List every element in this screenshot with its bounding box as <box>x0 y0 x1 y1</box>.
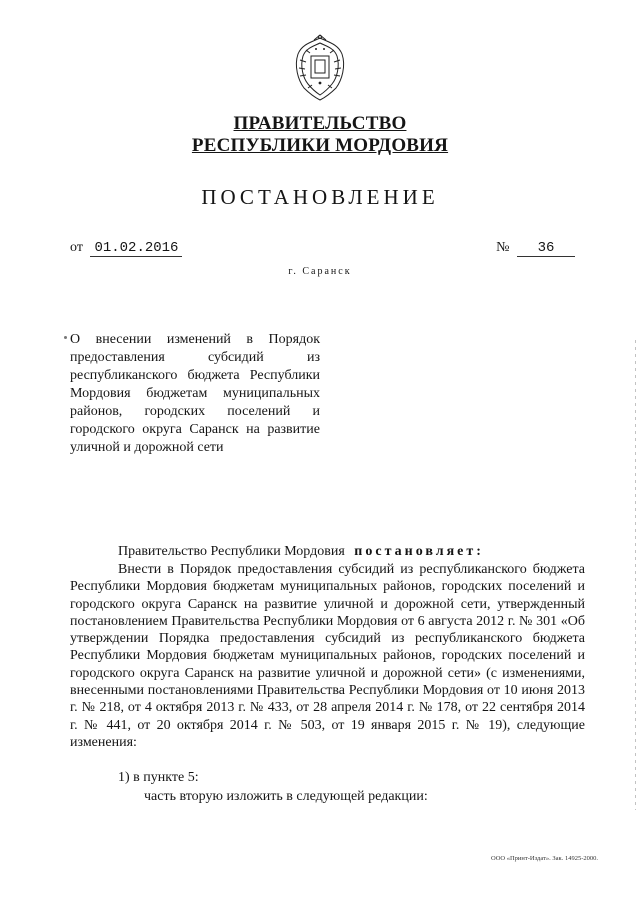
list-item-1: 1) в пункте 5: <box>118 770 199 785</box>
org-title-line1: ПРАВИТЕЛЬСТВО <box>233 113 407 134</box>
document-number <box>496 240 575 257</box>
date-label: от <box>70 240 83 255</box>
org-title-line2: РЕСПУБЛИКИ МОРДОВИЯ <box>191 135 449 156</box>
document-subject: О внесении изменений в Порядок предоставления субсидий из республиканского бюджета Республики Мордовия бюджетам муниципальных районов, городских поселений и городского округа Саранск на развитие уличной и дорожной сети <box>70 332 320 455</box>
list-item-1-sub: часть вторую изложить в следующей редакции: <box>144 789 428 804</box>
preamble-text: Правительство Республики Мордовия <box>118 544 345 559</box>
decree-word: постановляет: <box>354 544 484 559</box>
scan-edge-artifact <box>635 340 636 810</box>
number-value: 36 <box>517 240 575 257</box>
date-number-row <box>70 240 575 257</box>
preamble <box>118 544 484 560</box>
printer-footer: ООО «Принт-Издат». Зак. 14925-2000. <box>491 855 598 862</box>
coat-of-arms-emblem-icon <box>290 34 350 102</box>
date-value: 01.02.2016 <box>90 240 182 257</box>
margin-mark <box>64 336 67 339</box>
number-label: № <box>496 240 510 255</box>
document-type-heading: ПОСТАНОВЛЕНИЕ <box>201 185 439 209</box>
city-label: г. Саранск <box>288 266 352 277</box>
main-paragraph: Внести в Порядок предоставления субсидий из республиканского бюджета Республики Мордовия бюджетам муниципальных районов, городских поселений и городского округа Саранск на развитие уличной и дорожной сети, утвержденный постановлением Правительства Республики Мордовия от 6 августа 2012 г. № 301 «Об утверждении Порядка предоставления субсидий из республиканского бюджета Республики Мордовия бюджетам муниципальных районов, городских поселений и городского округа Саранск на развитие уличной и дорожной сети» (с изменениями, внесенными постановлениями Правительства Республики Мордовия от 10 июня 2013 г. № 218, от 4 октября 2013 г. № 433, от 28 апреля 2014 г. № 178, от 22 сентября 2014 г. № 441, от 20 октября 2014 г. № 503, от 19 января 2015 г. № 19), следующие изменения: <box>70 562 585 750</box>
